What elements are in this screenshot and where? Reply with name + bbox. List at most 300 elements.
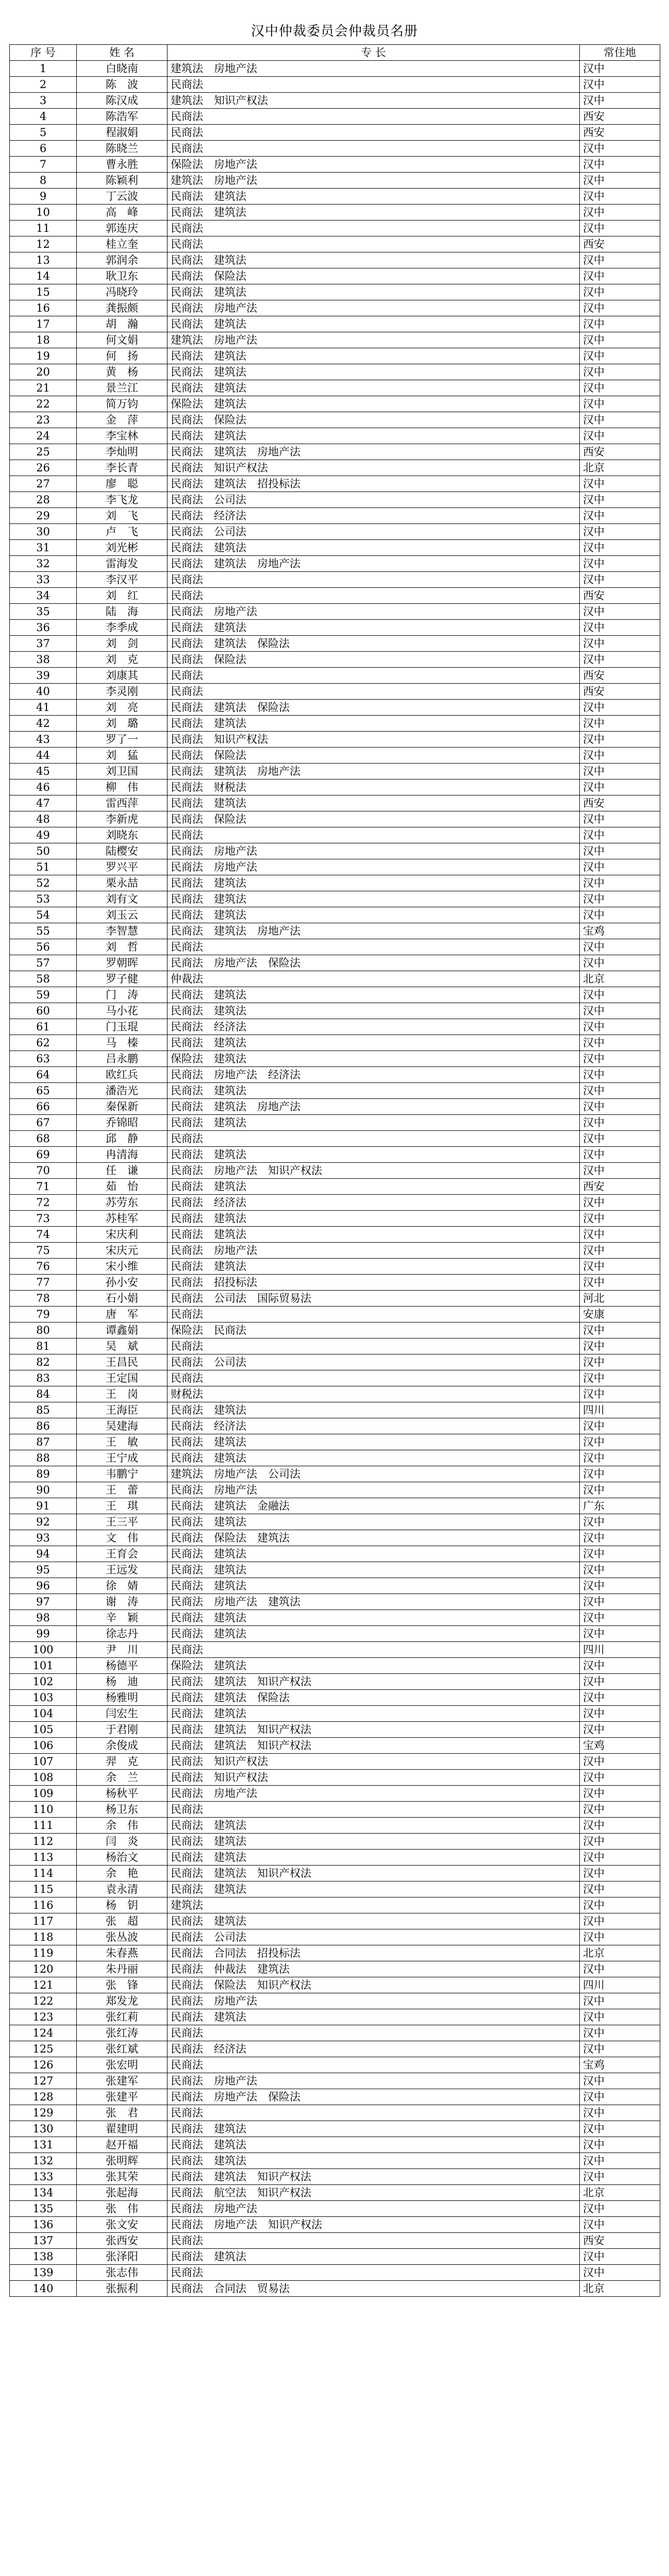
arbitrator-name: 陈 波 [77,77,168,93]
row-number: 105 [10,1722,77,1738]
row-number: 85 [10,1402,77,1418]
residence: 汉中 [580,1706,660,1722]
row-number: 131 [10,2137,77,2153]
residence: 汉中 [580,1993,660,2009]
table-row [10,556,660,572]
row-number: 97 [10,1594,77,1610]
table-row [10,1019,660,1035]
arbitrator-name: 罗了一 [77,732,168,748]
arbitrator-name: 闫 炎 [77,1834,168,1850]
arbitrator-name: 刘 亮 [77,700,168,716]
arbitrator-name: 张起海 [77,2185,168,2201]
residence: 汉中 [580,2089,660,2105]
arbitrator-name: 宋小维 [77,1259,168,1275]
row-number: 21 [10,380,77,396]
row-number: 125 [10,2041,77,2057]
residence: 汉中 [580,636,660,652]
specialty: 民商法 建筑法 保险法 [168,700,580,716]
residence: 汉中 [580,1546,660,1562]
table-row [10,668,660,684]
specialty: 民商法 [168,77,580,93]
residence: 汉中 [580,508,660,524]
header-residence: 常住地 [580,45,660,61]
residence: 汉中 [580,1530,660,1546]
residence: 汉中 [580,764,660,779]
arbitrator-name: 赵开福 [77,2137,168,2153]
table-row [10,476,660,492]
specialty: 民商法 [168,2265,580,2281]
row-number: 9 [10,189,77,205]
specialty: 建筑法 房地产法 [168,332,580,348]
specialty: 民商法 [168,1338,580,1354]
row-number: 104 [10,1706,77,1722]
row-number: 102 [10,1674,77,1690]
residence: 汉中 [580,1961,660,1977]
arbitrator-name: 李宝林 [77,428,168,444]
arbitrator-name: 王育会 [77,1546,168,1562]
header-name: 姓 名 [77,45,168,61]
arbitrator-name: 刘 猛 [77,748,168,764]
row-number: 79 [10,1307,77,1323]
arbitrator-name: 唐 军 [77,1307,168,1323]
arbitrator-name: 王昌民 [77,1354,168,1370]
specialty: 民商法 建筑法 [168,364,580,380]
table-row [10,428,660,444]
arbitrator-name: 卢 飞 [77,524,168,540]
arbitrator-name: 张红涛 [77,2025,168,2041]
residence: 汉中 [580,1131,660,1147]
residence: 汉中 [580,300,660,316]
arbitrator-name: 廖 聪 [77,476,168,492]
specialty: 保险法 建筑法 [168,396,580,412]
residence: 汉中 [580,1770,660,1786]
table-row [10,2057,660,2073]
table-row [10,2089,660,2105]
specialty: 民商法 房地产法 [168,843,580,859]
specialty: 民商法 建筑法 [168,891,580,907]
residence: 汉中 [580,556,660,572]
specialty: 民商法 [168,1131,580,1147]
arbitrator-name: 耿卫东 [77,268,168,284]
residence: 汉中 [580,252,660,268]
table-row [10,316,660,332]
arbitrator-name: 刘 红 [77,588,168,604]
residence: 汉中 [580,2121,660,2137]
table-row [10,1099,660,1115]
arbitrator-name: 张建平 [77,2089,168,2105]
row-number: 34 [10,588,77,604]
arbitrator-name: 王 蕾 [77,1482,168,1498]
specialty: 民商法 房地产法 [168,1482,580,1498]
row-number: 99 [10,1626,77,1642]
specialty: 民商法 建筑法 招投标法 [168,476,580,492]
table-row [10,748,660,764]
table-row [10,1929,660,1945]
arbitrator-name: 李季成 [77,620,168,636]
specialty: 民商法 建筑法 [168,1882,580,1897]
row-number: 29 [10,508,77,524]
specialty: 民商法 建筑法 [168,1706,580,1722]
arbitrator-name: 陈晓兰 [77,141,168,157]
residence: 汉中 [580,1354,660,1370]
specialty: 民商法 建筑法 [168,380,580,396]
specialty: 民商法 [168,1642,580,1658]
row-number: 4 [10,109,77,125]
residence: 汉中 [580,428,660,444]
row-number: 134 [10,2185,77,2201]
row-number: 136 [10,2217,77,2233]
table-row [10,236,660,252]
table-row [10,588,660,604]
arbitrator-name: 王 敏 [77,1434,168,1450]
arbitrator-name: 刘 剑 [77,636,168,652]
row-number: 74 [10,1227,77,1243]
table-row [10,923,660,939]
table-row [10,1291,660,1307]
specialty: 民商法 知识产权法 [168,460,580,476]
specialty: 民商法 房地产法 知识产权法 [168,2217,580,2233]
arbitrator-name: 宋庆利 [77,1227,168,1243]
arbitrator-name: 羿 克 [77,1754,168,1770]
row-number: 75 [10,1243,77,1259]
row-number: 43 [10,732,77,748]
table-row [10,891,660,907]
row-number: 15 [10,284,77,300]
table-row [10,412,660,428]
table-row [10,2041,660,2057]
specialty: 民商法 建筑法 [168,1211,580,1227]
arbitrator-name: 王 岗 [77,1386,168,1402]
specialty: 民商法 [168,2057,580,2073]
row-number: 64 [10,1067,77,1083]
table-row [10,1706,660,1722]
arbitrator-name: 张明辉 [77,2153,168,2169]
arbitrator-name: 陈浩军 [77,109,168,125]
specialty: 民商法 房地产法 [168,859,580,875]
arbitrator-name: 金 萍 [77,412,168,428]
arbitrator-name: 张其荣 [77,2169,168,2185]
residence: 汉中 [580,2265,660,2281]
arbitrator-name: 王定国 [77,1370,168,1386]
table-row [10,2105,660,2121]
arbitrator-name: 陆 海 [77,604,168,620]
residence: 汉中 [580,1083,660,1099]
row-number: 2 [10,77,77,93]
table-row [10,1275,660,1291]
row-number: 3 [10,93,77,109]
row-number: 16 [10,300,77,316]
table-row [10,2265,660,2281]
table-row [10,1722,660,1738]
specialty: 民商法 建筑法 [168,2121,580,2137]
table-row [10,396,660,412]
arbitrator-name: 张红斌 [77,2041,168,2057]
specialty: 民商法 建筑法 [168,189,580,205]
row-number: 5 [10,125,77,141]
residence: 汉中 [580,1929,660,1945]
specialty: 民商法 房地产法 [168,604,580,620]
row-number: 114 [10,1866,77,1882]
arbitrator-name: 高 峰 [77,205,168,221]
specialty: 民商法 房地产法 经济法 [168,1067,580,1083]
specialty: 保险法 建筑法 [168,1658,580,1674]
specialty: 民商法 建筑法 [168,1578,580,1594]
arbitrator-name: 徐志丹 [77,1626,168,1642]
table-row [10,1882,660,1897]
residence: 河北 [580,1291,660,1307]
arbitrator-name: 刘康其 [77,668,168,684]
specialty: 民商法 建筑法 [168,205,580,221]
arbitrator-name: 陈汉成 [77,93,168,109]
arbitrator-name: 何文娟 [77,332,168,348]
row-number: 48 [10,811,77,827]
specialty: 建筑法 房地产法 公司法 [168,1466,580,1482]
residence: 汉中 [580,572,660,588]
table-row [10,2217,660,2233]
arbitrator-name: 余 艳 [77,1866,168,1882]
specialty: 民商法 [168,588,580,604]
arbitrator-name: 张宏明 [77,2057,168,2073]
specialty: 民商法 房地产法 [168,2073,580,2089]
table-row [10,1370,660,1386]
residence: 汉中 [580,1897,660,1913]
specialty: 民商法 建筑法 金融法 [168,1498,580,1514]
specialty: 民商法 建筑法 [168,1626,580,1642]
arbitrator-name: 冉清海 [77,1147,168,1163]
arbitrator-name: 张 锋 [77,1977,168,1993]
specialty: 民商法 [168,2105,580,2121]
arbitrator-name: 景兰江 [77,380,168,396]
specialty: 民商法 房地产法 [168,1786,580,1802]
row-number: 44 [10,748,77,764]
row-number: 60 [10,1003,77,1019]
arbitrator-name: 马小花 [77,1003,168,1019]
table-row [10,1386,660,1402]
arbitrator-name: 龚振颇 [77,300,168,316]
specialty: 民商法 建筑法 [168,1227,580,1243]
specialty: 民商法 财税法 [168,779,580,795]
table-row [10,2025,660,2041]
specialty: 民商法 仲裁法 建筑法 [168,1961,580,1977]
arbitrator-name: 白晓南 [77,61,168,77]
specialty: 民商法 建筑法 房地产法 [168,923,580,939]
specialty: 民商法 保险法 [168,268,580,284]
residence: 北京 [580,460,660,476]
specialty: 民商法 知识产权法 [168,1770,580,1786]
residence: 汉中 [580,955,660,971]
table-row [10,524,660,540]
row-number: 57 [10,955,77,971]
specialty: 民商法 建筑法 [168,1562,580,1578]
arbitrator-name: 丁云波 [77,189,168,205]
residence: 汉中 [580,1211,660,1227]
table-row [10,572,660,588]
residence: 汉中 [580,2009,660,2025]
specialty: 民商法 建筑法 [168,716,580,732]
table-row [10,1802,660,1818]
table-row [10,1993,660,2009]
table-row [10,1482,660,1498]
specialty: 民商法 建筑法 [168,2009,580,2025]
arbitrator-name: 李飞龙 [77,492,168,508]
table-row [10,1211,660,1227]
specialty: 民商法 建筑法 知识产权法 [168,2169,580,2185]
table-row [10,843,660,859]
specialty: 民商法 合同法 贸易法 [168,2281,580,2297]
table-row [10,2249,660,2265]
table-row [10,1850,660,1866]
arbitrator-name: 张西安 [77,2233,168,2249]
residence: 汉中 [580,189,660,205]
arbitrator-name: 张建军 [77,2073,168,2089]
residence: 汉中 [580,1818,660,1834]
row-number: 93 [10,1530,77,1546]
table-row [10,1913,660,1929]
row-number: 123 [10,2009,77,2025]
row-number: 22 [10,396,77,412]
residence: 汉中 [580,1259,660,1275]
residence: 汉中 [580,2169,660,2185]
residence: 汉中 [580,93,660,109]
residence: 汉中 [580,811,660,827]
arbitrator-name: 邱 静 [77,1131,168,1147]
row-number: 139 [10,2265,77,2281]
table-row [10,1434,660,1450]
row-number: 37 [10,636,77,652]
arbitrator-name: 吴 斌 [77,1338,168,1354]
residence: 广东 [580,1498,660,1514]
residence: 汉中 [580,1275,660,1291]
table-row [10,939,660,955]
arbitrator-name: 李长青 [77,460,168,476]
arbitrator-name: 刘 璐 [77,716,168,732]
residence: 汉中 [580,748,660,764]
row-number: 58 [10,971,77,987]
arbitrator-name: 李新虎 [77,811,168,827]
residence: 汉中 [580,843,660,859]
arbitrator-name: 王远发 [77,1562,168,1578]
specialty: 建筑法 [168,1897,580,1913]
arbitrator-name: 苏劳东 [77,1195,168,1211]
residence: 汉中 [580,1802,660,1818]
table-row [10,1834,660,1850]
arbitrator-name: 陆樱安 [77,843,168,859]
residence: 汉中 [580,1690,660,1706]
row-number: 135 [10,2201,77,2217]
residence: 汉中 [580,859,660,875]
table-row [10,1690,660,1706]
row-number: 1 [10,61,77,77]
specialty: 民商法 房地产法 保险法 [168,955,580,971]
arbitrator-name: 杨 迪 [77,1674,168,1690]
specialty: 民商法 建筑法 [168,1546,580,1562]
residence: 汉中 [580,1195,660,1211]
residence: 汉中 [580,412,660,428]
table-row [10,2073,660,2089]
arbitrator-name: 吴建海 [77,1418,168,1434]
residence: 汉中 [580,891,660,907]
table-row [10,1195,660,1211]
row-number: 132 [10,2153,77,2169]
table-row [10,716,660,732]
table-row [10,2185,660,2201]
arbitrator-name: 刘 哲 [77,939,168,955]
specialty: 民商法 房地产法 [168,300,580,316]
table-row [10,1738,660,1754]
residence: 汉中 [580,1067,660,1083]
row-number: 91 [10,1498,77,1514]
arbitrator-name: 谢 涛 [77,1594,168,1610]
residence: 汉中 [580,1722,660,1738]
residence: 汉中 [580,987,660,1003]
arbitrator-name: 韦鹏宁 [77,1466,168,1482]
table-row [10,2169,660,2185]
residence: 汉中 [580,1386,660,1402]
row-number: 52 [10,875,77,891]
table-row [10,93,660,109]
arbitrator-name: 郭润余 [77,252,168,268]
row-number: 54 [10,907,77,923]
specialty: 民商法 建筑法 [168,1850,580,1866]
residence: 汉中 [580,221,660,236]
specialty: 民商法 [168,668,580,684]
specialty: 民商法 保险法 知识产权法 [168,1977,580,1993]
arbitrator-name: 刘 克 [77,652,168,668]
arbitrator-name: 雷海发 [77,556,168,572]
table-row [10,1626,660,1642]
residence: 汉中 [580,827,660,843]
arbitrator-name: 张红莉 [77,2009,168,2025]
table-row [10,1227,660,1243]
row-number: 45 [10,764,77,779]
residence: 汉中 [580,1323,660,1338]
specialty: 民商法 [168,1370,580,1386]
row-number: 68 [10,1131,77,1147]
table-row [10,1466,660,1482]
row-number: 23 [10,412,77,428]
specialty: 民商法 建筑法 [168,620,580,636]
table-row [10,1147,660,1163]
specialty: 民商法 房地产法 保险法 [168,2089,580,2105]
specialty: 民商法 [168,1307,580,1323]
residence: 汉中 [580,476,660,492]
specialty: 保险法 房地产法 [168,157,580,173]
row-number: 38 [10,652,77,668]
table-row [10,1083,660,1099]
table-row [10,2281,660,2297]
row-number: 130 [10,2121,77,2137]
row-number: 10 [10,205,77,221]
residence: 汉中 [580,700,660,716]
row-number: 27 [10,476,77,492]
table-row [10,827,660,843]
specialty: 建筑法 知识产权法 [168,93,580,109]
arbitrator-name: 罗朝晖 [77,955,168,971]
table-row [10,700,660,716]
row-number: 40 [10,684,77,700]
row-number: 62 [10,1035,77,1051]
residence: 汉中 [580,1594,660,1610]
residence: 汉中 [580,779,660,795]
row-number: 101 [10,1658,77,1674]
arbitrator-name: 门 涛 [77,987,168,1003]
residence: 汉中 [580,875,660,891]
arbitrator-name: 张 超 [77,1913,168,1929]
table-row [10,205,660,221]
residence: 汉中 [580,1003,660,1019]
residence: 汉中 [580,1578,660,1594]
table-row [10,1642,660,1658]
